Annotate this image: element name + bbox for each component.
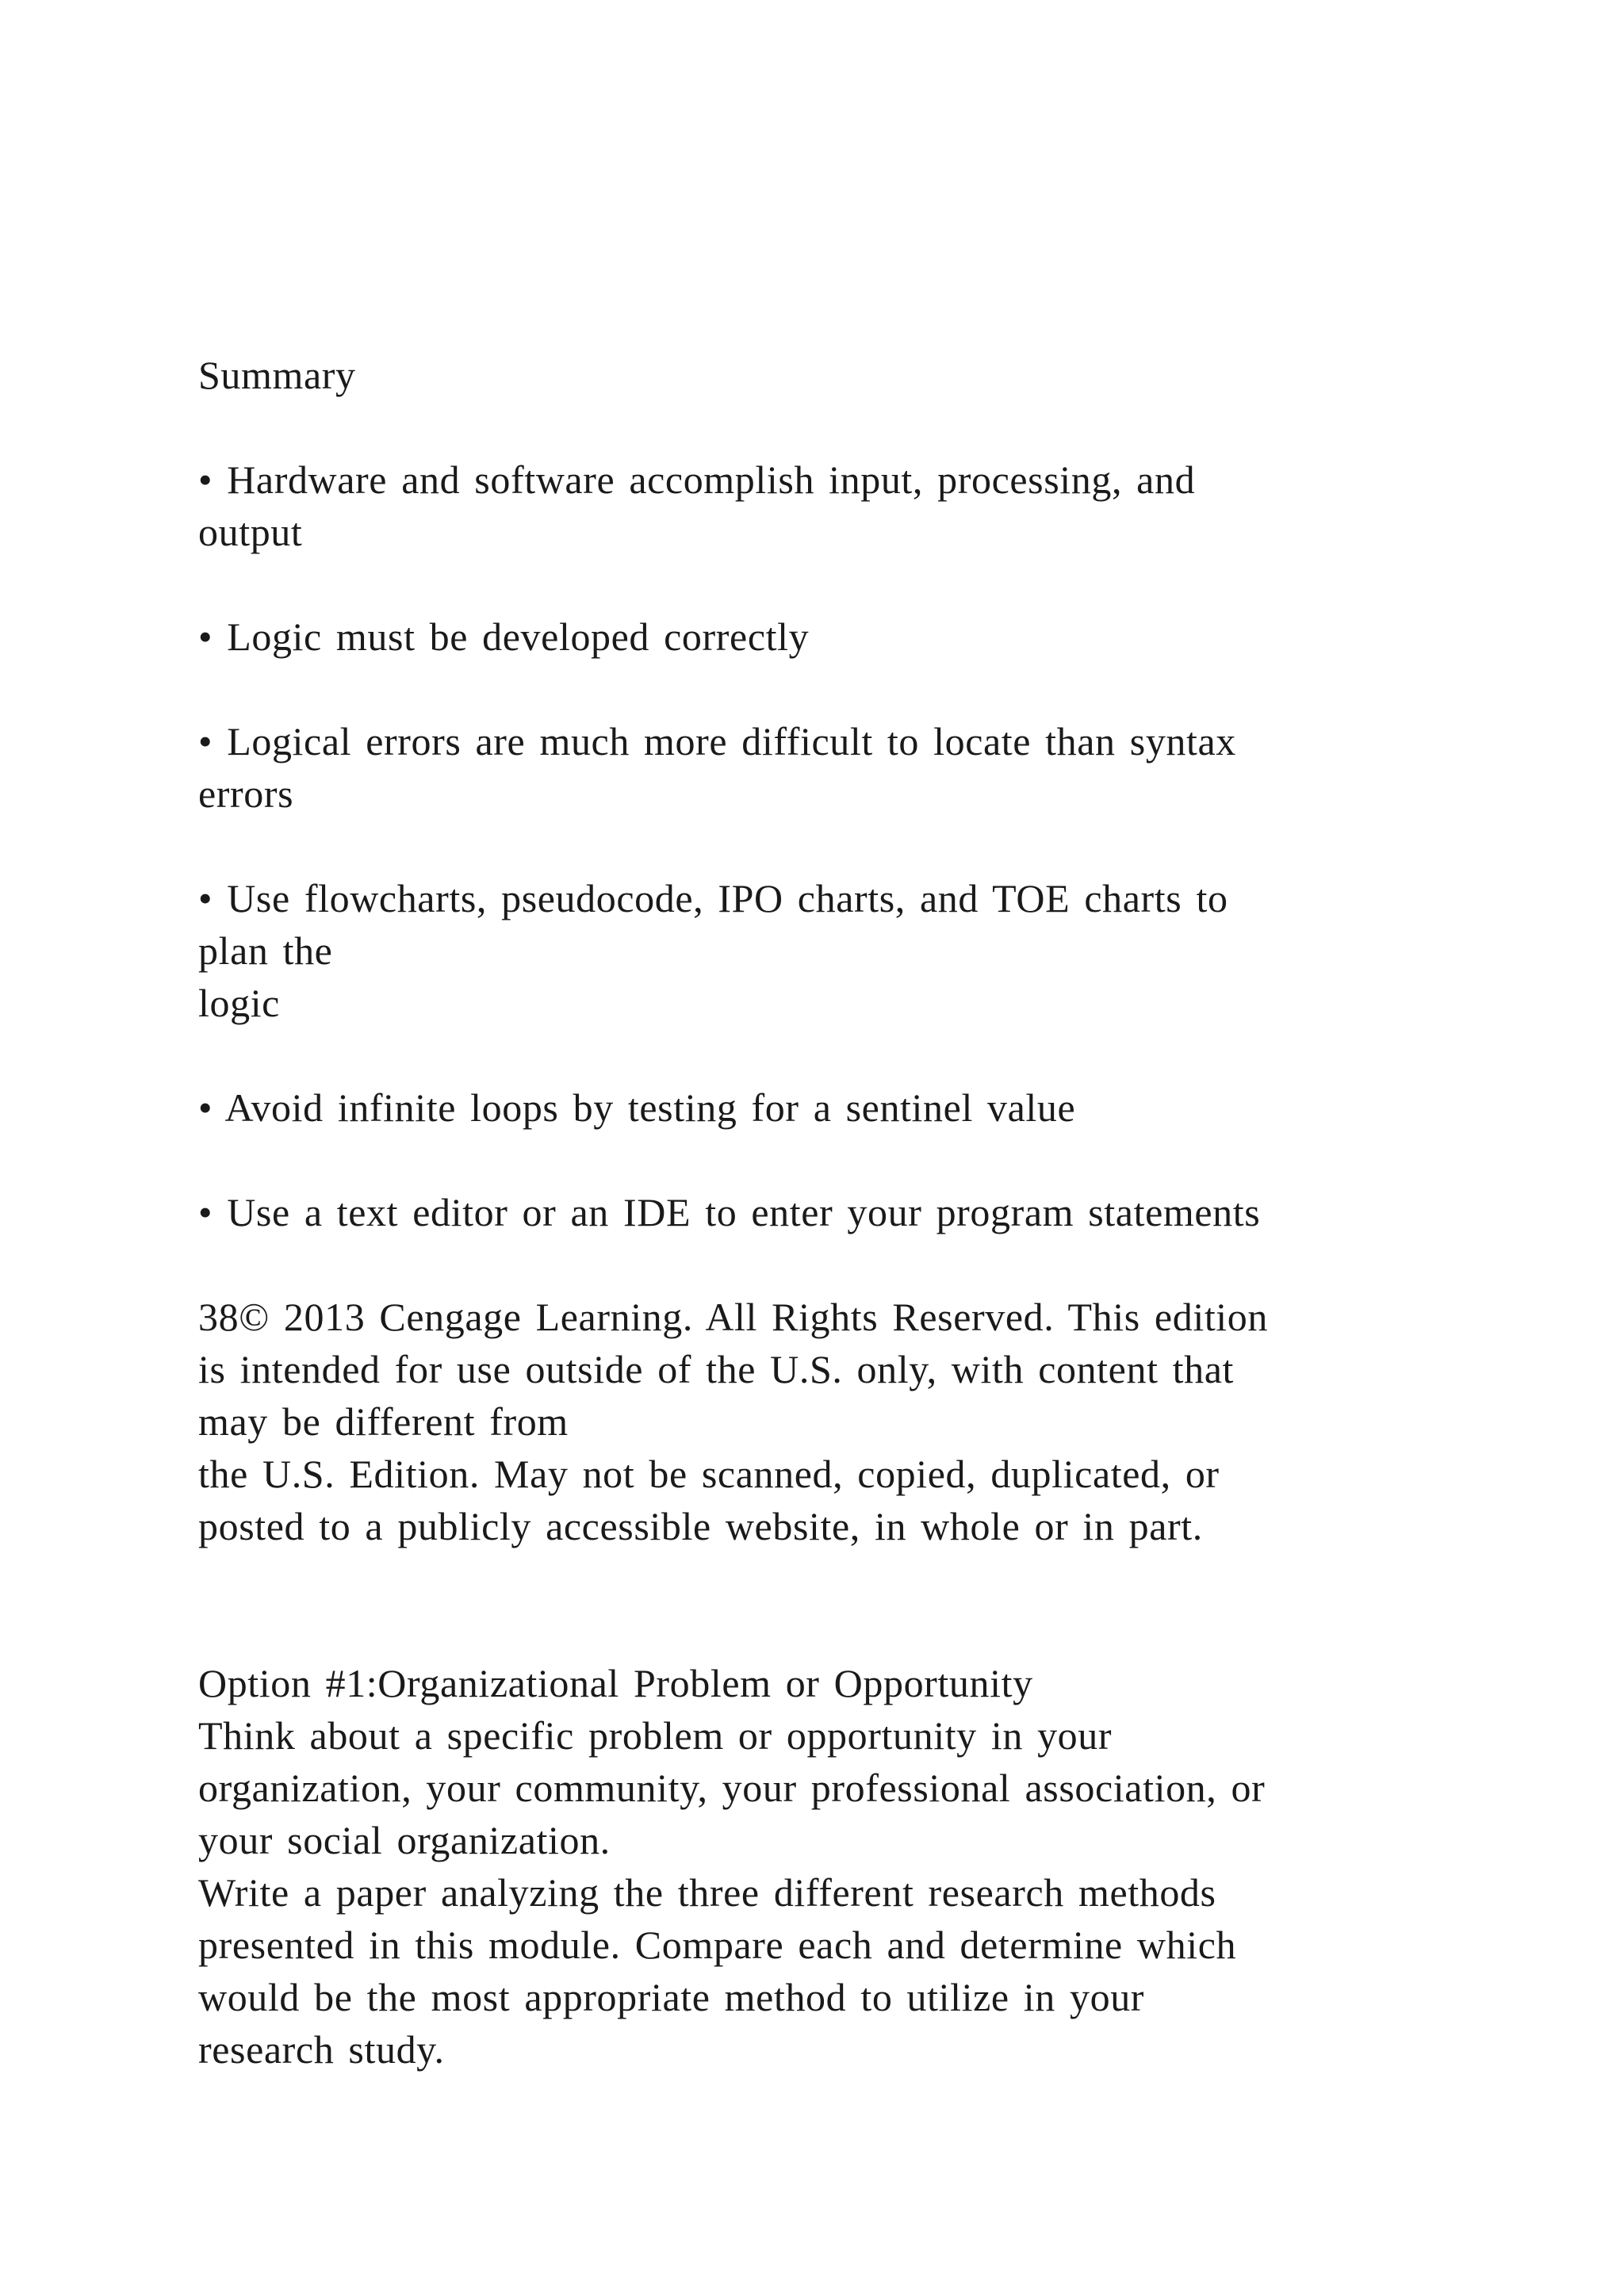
copyright-line: posted to a publicly accessible website, in whole or in part. bbox=[198, 1504, 1203, 1548]
bullet-line: plan the bbox=[198, 928, 333, 973]
option-line: organization, your community, your professional association, or bbox=[198, 1766, 1266, 1810]
document-page bbox=[198, 349, 1467, 2076]
bullet-text-editor bbox=[198, 1186, 1467, 1238]
bullet-line: • Logic must be developed correctly bbox=[198, 614, 810, 659]
option-line: Think about a specific problem or opportunity in your bbox=[198, 1713, 1113, 1758]
bullet-line: • Use flowcharts, pseudocode, IPO charts, and TOE charts to bbox=[198, 876, 1228, 920]
bullet-infinite-loops bbox=[198, 1081, 1467, 1134]
bullet-line: logic bbox=[198, 981, 280, 1025]
copyright-line: is intended for use outside of the U.S. only, with content that bbox=[198, 1347, 1235, 1391]
bullet-line: • Hardware and software accomplish input, processing, and bbox=[198, 457, 1196, 502]
copyright-line: 38© 2013 Cengage Learning. All Rights Reserved. This edition bbox=[198, 1295, 1268, 1339]
option-line: would be the most appropriate method to utilize in your bbox=[198, 1975, 1145, 2019]
option-title: Option #1:Organizational Problem or Opportunity bbox=[198, 1661, 1033, 1705]
option-section bbox=[198, 1657, 1467, 2076]
copyright-line: the U.S. Edition. May not be scanned, copied, duplicated, or bbox=[198, 1452, 1220, 1496]
option-line: your social organization. bbox=[198, 1818, 611, 1862]
copyright-line: may be different from bbox=[198, 1399, 569, 1444]
bullet-line: • Use a text editor or an IDE to enter your program statements bbox=[198, 1190, 1261, 1234]
bullet-line: • Logical errors are much more difficult to locate than syntax bbox=[198, 719, 1236, 763]
bullet-line: • Avoid infinite loops by testing for a sentinel value bbox=[198, 1085, 1076, 1130]
option-line: research study. bbox=[198, 2027, 445, 2072]
bullet-logical-errors bbox=[198, 715, 1467, 820]
bullet-flowcharts bbox=[198, 872, 1467, 1029]
option-line: presented in this module. Compare each and determine which bbox=[198, 1923, 1237, 1967]
option-line: Write a paper analyzing the three different research methods bbox=[198, 1870, 1216, 1915]
bullet-line: errors bbox=[198, 771, 294, 816]
bullet-line: output bbox=[198, 510, 303, 554]
bullet-hardware bbox=[198, 453, 1467, 558]
bullet-logic bbox=[198, 610, 1467, 663]
copyright-notice bbox=[198, 1291, 1467, 1552]
summary-heading: Summary bbox=[198, 353, 356, 397]
